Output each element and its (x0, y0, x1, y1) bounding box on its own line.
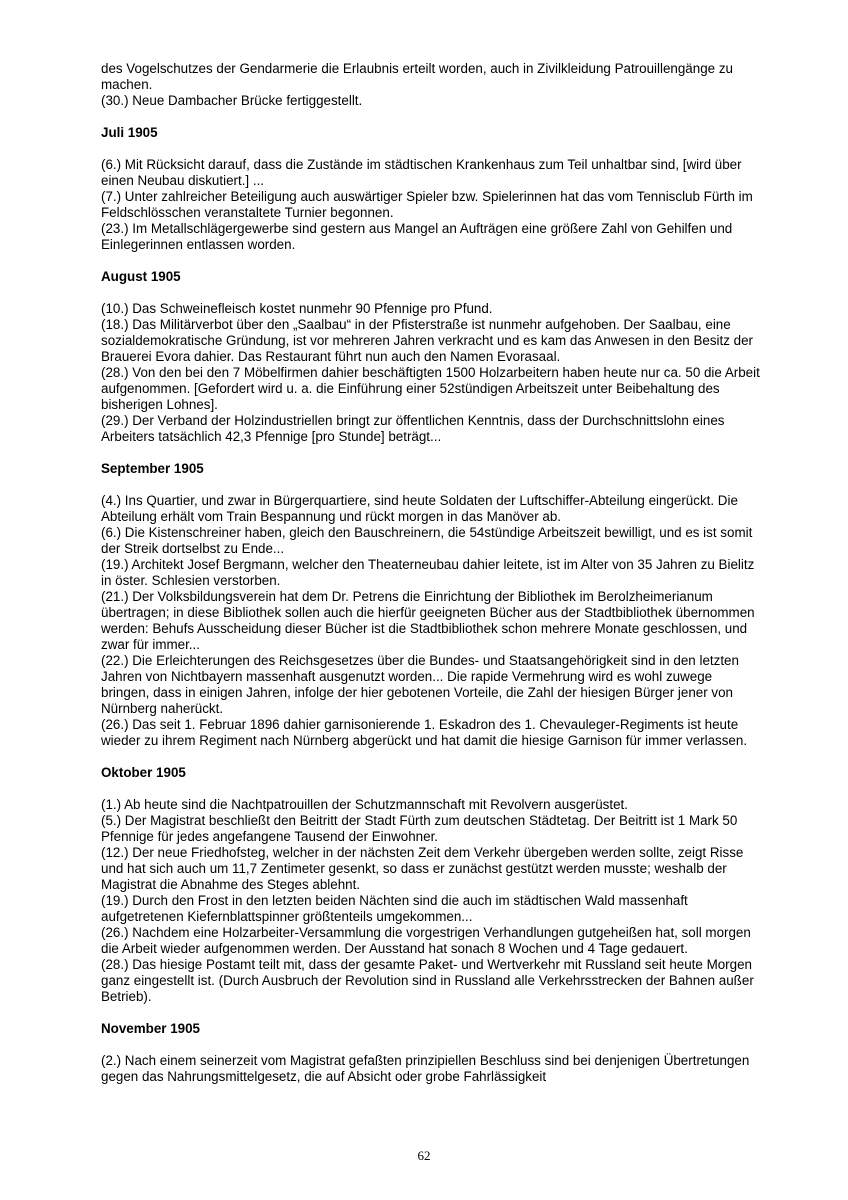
text-line: des Vogelschutzes der Gendarmerie die Erlaubnis erteilt worden, auch in Zivilkleidung Patrouillengänge zu machen. (101, 61, 733, 92)
section-heading: Oktober 1905 (101, 765, 186, 780)
section-november (101, 1021, 761, 1085)
section-heading: November 1905 (101, 1021, 200, 1036)
chronicle-entry: (26.) Das seit 1. Februar 1896 dahier garnisonierende 1. Eskadron des 1. Chevauleger-Regiments ist heute wieder zu ihrem Regiment nach Nürnberg abgerückt und hat damit die hiesige Garnison für immer verlassen. (101, 717, 748, 748)
page-number: 62 (417, 1148, 431, 1163)
section-september (101, 461, 761, 749)
section-august (101, 269, 761, 445)
intro-block (101, 61, 761, 109)
chronicle-entry: (21.) Der Volksbildungsverein hat dem Dr. Petrens die Einrichtung der Bibliothek im Berolzheimerianum übertragen; in diese Bibliothek sollen auch die hierfür geeigneten Bücher aus der Stadtbibliothek übernommen werden: Behufs Ausscheidung dieser Bücher ist die Stadtbibliothek schon mehrere Monate geschlossen, und zwar für immer... (101, 589, 755, 652)
document-page (101, 61, 761, 1085)
chronicle-entry: (6.) Die Kistenschreiner haben, gleich den Bauschreinern, die 54stündige Arbeitszeit bewilligt, und es ist somit der Streik dortselbst zu Ende... (101, 525, 753, 556)
section-october (101, 765, 761, 1005)
section-heading: Juli 1905 (101, 125, 158, 140)
chronicle-entry: (2.) Nach einem seinerzeit vom Magistrat gefaßten prinzipiellen Beschluss sind bei denjenigen Übertretungen gegen das Nahrungsmittelgesetz, die auf Absicht oder grobe Fahrlässigkeit (101, 1053, 750, 1084)
chronicle-entry: (29.) Der Verband der Holzindustriellen bringt zur öffentlichen Kenntnis, dass der Durchschnittslohn eines Arbeiters tatsächlich 42,3 Pfennige [pro Stunde] beträgt... (101, 413, 725, 444)
chronicle-entry: (26.) Nachdem eine Holzarbeiter-Versammlung die vorgestrigen Verhandlungen gutgeheißen hat, soll morgen die Arbeit wieder aufgenommen werden. Der Ausstand hat sonach 8 Wochen und 4 Tage gedauert. (101, 925, 751, 956)
chronicle-entry: (19.) Durch den Frost in den letzten beiden Nächten sind die auch im städtischen Wald massenhaft aufgetretenen Kiefernblattspinner größtenteils umgekommen... (101, 893, 688, 924)
chronicle-entry: (5.) Der Magistrat beschließt den Beitritt der Stadt Fürth zum deutschen Städtetag. Der Beitritt ist 1 Mark 50 Pfennige für jedes angefangene Tausend der Einwohner. (101, 813, 738, 844)
chronicle-entry: (18.) Das Militärverbot über den „Saalbau“ in der Pfisterstraße ist nunmehr aufgehoben. Der Saalbau, eine sozialdemokratische Gründung, ist vor mehreren Jahren verkracht und es kam das Anwesen in den Besitz der Brauerei Evora dahier. Das Restaurant führt nun auch den Namen Evorasaal. (101, 317, 754, 364)
chronicle-entry: (7.) Unter zahlreicher Beteiligung auch auswärtiger Spieler bzw. Spielerinnen hat das vom Tennisclub Fürth im Feldschlösschen veranstaltete Turnier begonnen. (101, 189, 753, 220)
chronicle-entry: (10.) Das Schweinefleisch kostet nunmehr 90 Pfennige pro Pfund. (101, 301, 493, 316)
section-heading: September 1905 (101, 461, 204, 476)
chronicle-entry: (19.) Architekt Josef Bergmann, welcher den Theaterneubau dahier leitete, ist im Alter von 35 Jahren zu Bielitz in öster. Schlesien verstorben. (101, 557, 755, 588)
chronicle-entry: (28.) Von den bei den 7 Möbelfirmen dahier beschäftigten 1500 Holzarbeitern haben heute nur ca. 50 die Arbeit aufgenommen. [Gefordert wird u. a. die Einführung einer 52stündigen Arbeitszeit unter Beibehaltung des bisherigen Lohnes]. (101, 365, 760, 412)
chronicle-entry: (1.) Ab heute sind die Nachtpatrouillen der Schutzmannschaft mit Revolvern ausgerüstet. (101, 797, 628, 812)
section-heading: August 1905 (101, 269, 181, 284)
chronicle-entry: (6.) Mit Rücksicht darauf, dass die Zustände im städtischen Krankenhaus zum Teil unhaltbar sind, [wird über einen Neubau diskutiert.] ... (101, 157, 742, 188)
chronicle-entry: (4.) Ins Quartier, und zwar in Bürgerquartiere, sind heute Soldaten der Luftschiffer-Abteilung eingerückt. Die Abteilung erhält vom Train Bespannung und rückt morgen in das Manöver ab. (101, 493, 738, 524)
chronicle-entry: (28.) Das hiesige Postamt teilt mit, dass der gesamte Paket- und Wertverkehr mit Russland seit heute Morgen ganz eingestellt ist. (Durch Ausbruch der Revolution sind in Russland alle Verkehrsstrecken der Bahnen außer Betrieb). (101, 957, 754, 1004)
section-july (101, 125, 761, 253)
chronicle-entry: (30.) Neue Dambacher Brücke fertiggestellt. (101, 93, 363, 108)
chronicle-entry: (22.) Die Erleichterungen des Reichsgesetzes über die Bundes- und Staatsangehörigkeit sind in den letzten Jahren von Nichtbayern massenhaft ausgenutzt worden... Die rapide Vermehrung wird es wohl zuwege bringen, dass in einigen Jahren, infolge der hier gebotenen Vorteile, die Zahl der hiesigen Bürger jener von Nürnberg naherückt. (101, 653, 739, 716)
chronicle-entry: (23.) Im Metallschlägergewerbe sind gestern aus Mangel an Aufträgen eine größere Zahl von Gehilfen und Einlegerinnen entlassen worden. (101, 221, 733, 252)
chronicle-entry: (12.) Der neue Friedhofsteg, welcher in der nächsten Zeit dem Verkehr übergeben werden sollte, zeigt Risse und hat sich auch um 11,7 Zentimeter gesenkt, so dass er zunächst gestützt werden musste; weshalb der Magistrat die Abnahme des Steges ablehnt. (101, 845, 744, 892)
